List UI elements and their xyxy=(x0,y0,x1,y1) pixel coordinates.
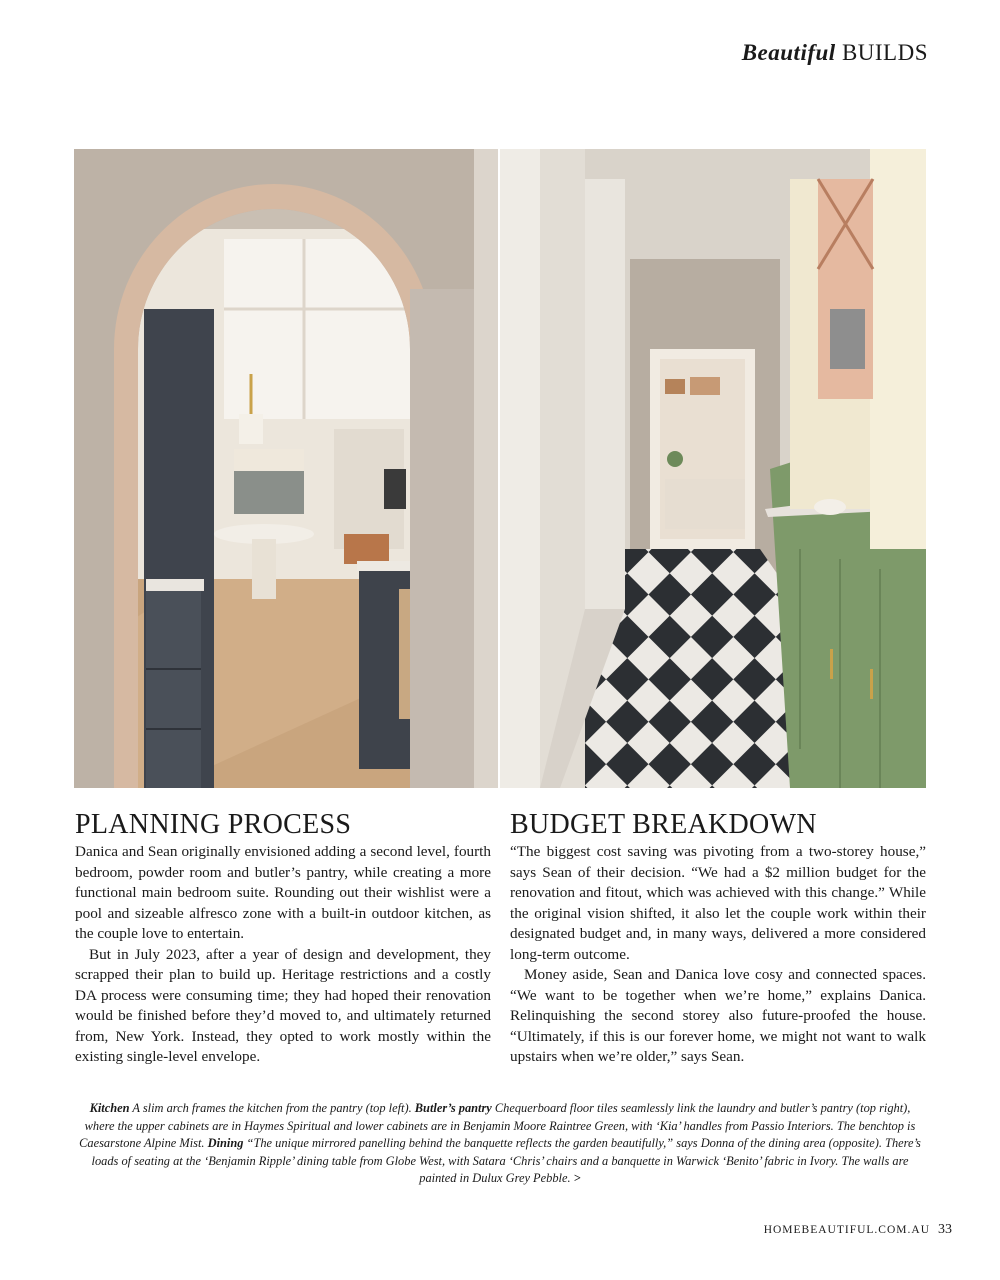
caption-dining-text: “The unique mirrored panelling behind the banquette reflects the garden beautifully,” says Donna of the dining area (opposite). There’s loads of seating at the ‘Benjamin Ripple’ dining table from Globe West, with Satara ‘Chris’ chairs and a banquette in Warwick ‘Benito’ fabric in Ivory. The walls are painted in Dulux Grey Pebble. xyxy=(91,1136,921,1185)
caption-pantry-text: Chequerboard floor tiles seamlessly link the laundry and butler’s pantry (top right), where the upper cabinets are in Haymes Spiritual and lower cabinets are in Benjamin Moore Raintree Green, with ‘Kia’ handles from Passio Interiors. The benchtop is Caesarstone Alpine Mist. xyxy=(79,1101,916,1150)
kitchen-arch-illustration xyxy=(74,149,498,788)
budget-breakdown-heading: BUDGET BREAKDOWN xyxy=(510,809,817,840)
article-paragraph: “The biggest cost saving was pivoting from a two-storey house,” says Sean of their decision. “We had a $2 million budget for the renovation and fitout, which was achieved with this change.” While the original vision shifted, it also let the couple work within their designated budget and, in many ways, delivered a more considered long-term outcome. xyxy=(510,843,926,963)
article-paragraph: Danica and Sean originally envisioned adding a second level, fourth bedroom, powder room and butler’s pantry, while creating a more functional main bedroom suite. Rounding out their wishlist were a pool and sizeable alfresco zone with a built-in outdoor kitchen, as the couple love to entertain. xyxy=(75,843,491,942)
article-paragraph: Money aside, Sean and Danica love cosy and connected spaces. “We want to be together when we’re home,” explains Danica. Relinquishing the second storey also future-proofed the house. “Ultimately, if this is our forever home, we might not want to walk upstairs when we’re older,” says Sean. xyxy=(510,966,926,1065)
article-column-right xyxy=(510,810,926,1068)
page-number: 33 xyxy=(938,1222,952,1237)
article-paragraph: But in July 2023, after a year of design and development, they scrapped their plan to build up. Heritage restrictions and a costly DA process were consuming time; they had hoped their renovation would be finished before they’d moved to, and ultimately returned from, New York. Instead, they opted to work mostly within the existing single-level envelope. xyxy=(75,945,491,1065)
section-header xyxy=(742,40,928,66)
caption-pantry-label: Butler’s pantry xyxy=(414,1101,492,1115)
caption-dining-label: Dining xyxy=(207,1136,244,1150)
section-header-italic: Beautiful xyxy=(741,40,836,65)
caption-kitchen-label: Kitchen xyxy=(89,1101,130,1115)
photo-caption xyxy=(74,1100,926,1188)
article-column-left xyxy=(75,810,491,1068)
page-footer xyxy=(764,1222,952,1238)
caption-kitchen-text: A slim arch frames the kitchen from the pantry (top left). xyxy=(129,1101,415,1115)
butlers-pantry-illustration xyxy=(500,149,926,788)
photo-kitchen-arch xyxy=(74,149,498,788)
section-header-caps: BUILDS xyxy=(841,40,928,65)
planning-process-heading: PLANNING PROCESS xyxy=(75,809,352,840)
continue-arrow-icon: > xyxy=(573,1171,581,1185)
footer-site: HOMEBEAUTIFUL.COM.AU xyxy=(763,1224,930,1236)
photo-butlers-pantry xyxy=(500,149,926,788)
